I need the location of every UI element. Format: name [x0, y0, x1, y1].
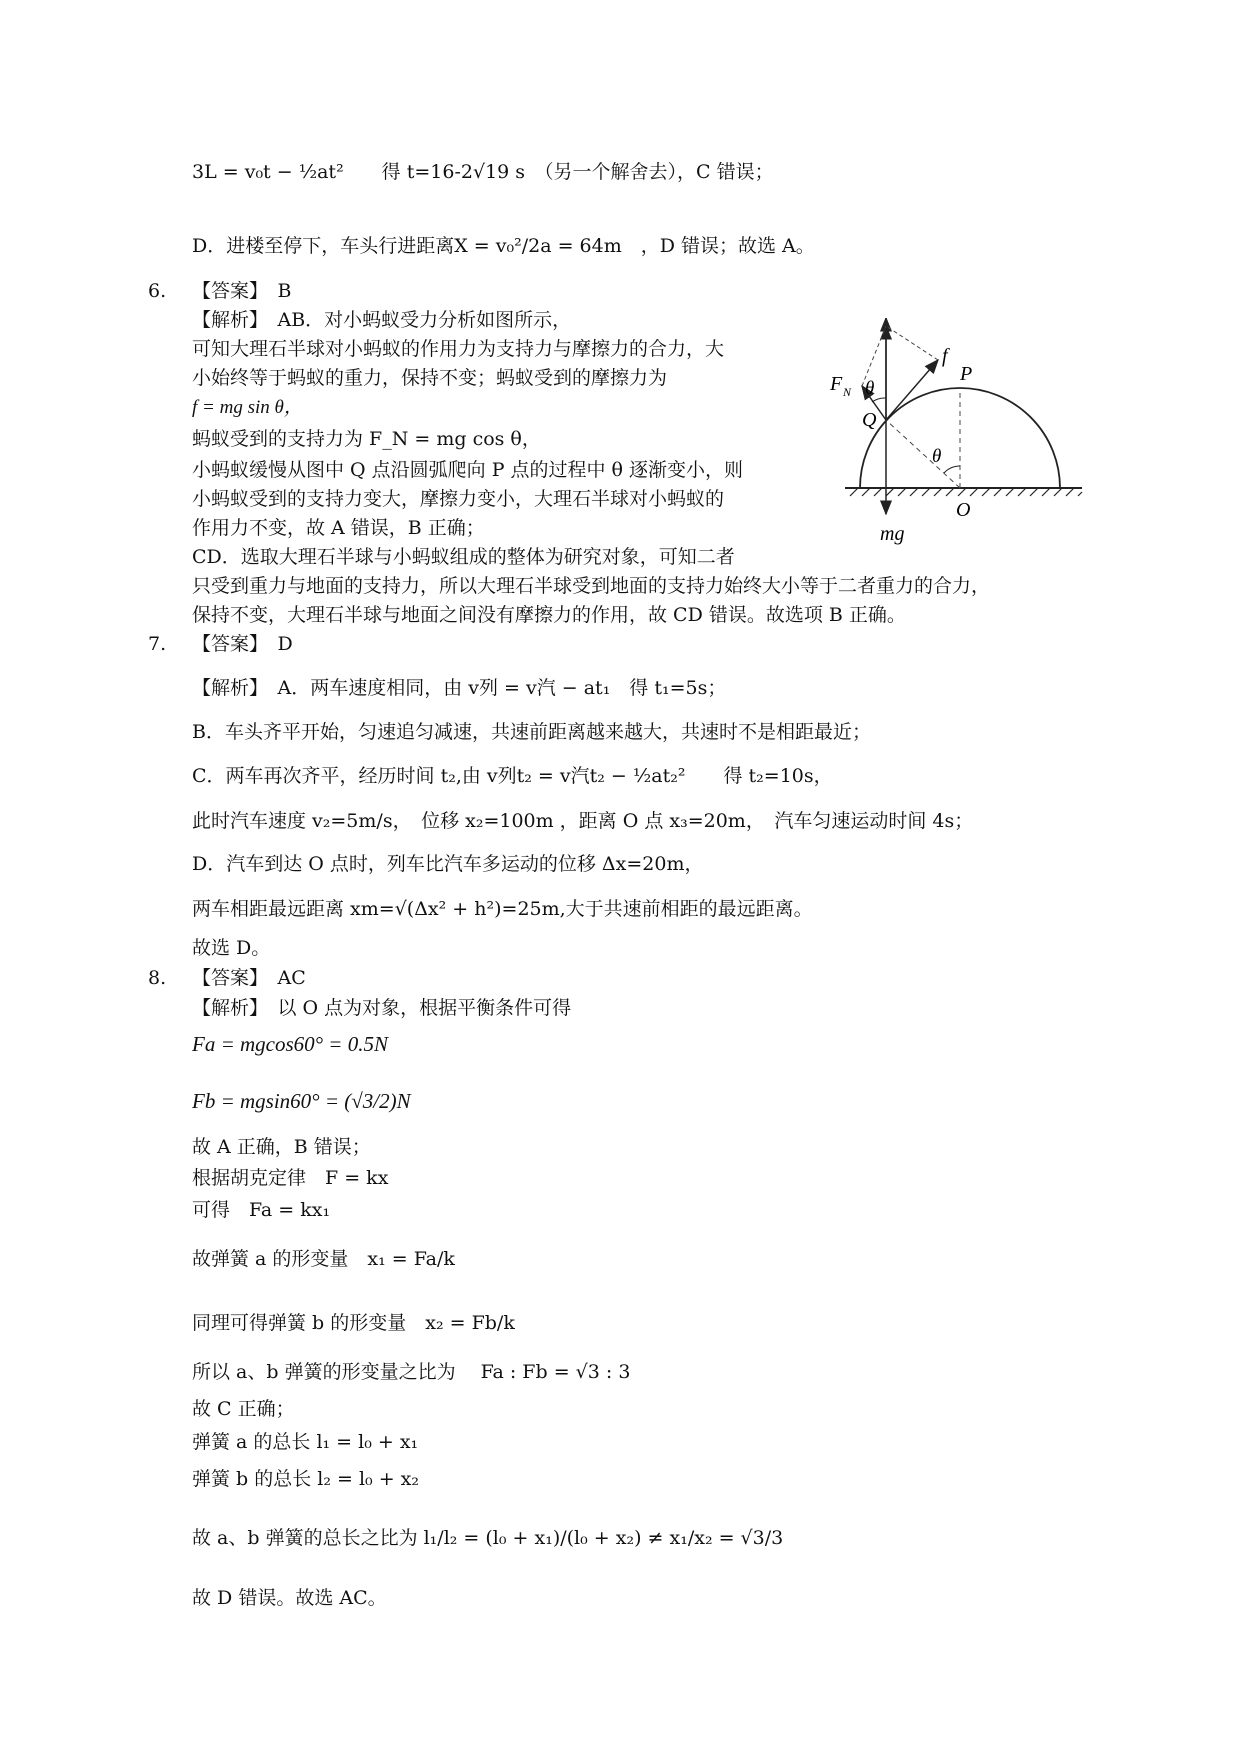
analysis-line: 故弹簧 a 的形变量 x₁ = Fa/k	[192, 1248, 455, 1270]
analysis-line: 同理可得弹簧 b 的形变量 x₂ = Fb/k	[192, 1312, 515, 1334]
parallelogram-dash	[862, 326, 886, 386]
label-P: P	[960, 363, 973, 385]
label-theta-center: θ	[932, 446, 942, 467]
angle-arc	[944, 466, 960, 473]
label-FN-sub: N	[843, 385, 852, 399]
analysis-line: 两车相距最远距离 xm=√(Δx² + h²)=25m,大于共速前相距的最远距离。	[192, 898, 813, 920]
analysis-line: CD．选取大理石半球与小蚂蚁组成的整体为研究对象，可知二者	[192, 546, 735, 568]
ground-hatching	[845, 488, 1082, 496]
formula-line: Fa = mgcos60° = 0.5N	[192, 1032, 388, 1056]
analysis-line: 可知大理石半球对小蚂蚁的作用力为支持力与摩擦力的合力，大	[192, 338, 725, 360]
analysis-line: 故 C 正确；	[192, 1398, 295, 1420]
label-mg: mg	[880, 523, 905, 545]
label-Q: Q	[862, 409, 877, 431]
formula-line: Fb = mgsin60° = (√3/2)N	[192, 1089, 411, 1113]
analysis-line: 所以 a、b 弹簧的形变量之比为 Fa : Fb = √3 : 3	[192, 1361, 631, 1383]
analysis-line: 此时汽车速度 v₂=5m/s， 位移 x₂=100m ，距离 O 点 x₃=20m， 汽车匀速运动时间 4s；	[192, 810, 974, 832]
analysis-line: 【解析】 以 O 点为对象，根据平衡条件可得	[192, 997, 572, 1019]
force-diagram	[820, 318, 1110, 558]
label-f: f	[942, 345, 948, 367]
answer-line: 【答案】 AC	[192, 967, 306, 989]
answer-line: 【答案】 D	[192, 633, 293, 655]
analysis-line: 蚂蚁受到的支持力为 F_N = mg cos θ，	[192, 428, 541, 450]
analysis-line: 只受到重力与地面的支持力，所以大理石半球受到地面的支持力始终大小等于二者重力的合力，	[192, 575, 991, 597]
analysis-line: 小蚂蚁缓慢从图中 Q 点沿圆弧爬向 P 点的过程中 θ 逐渐变小，则	[192, 459, 744, 481]
friction-arrow	[886, 360, 938, 420]
question-number: 7.	[148, 633, 167, 655]
label-FN: F	[830, 373, 843, 395]
label-theta-top: θ	[865, 378, 875, 399]
analysis-line: 故选 D。	[192, 937, 271, 959]
analysis-line: 故 A 正确，B 错误；	[192, 1136, 371, 1158]
equation-line: 3L = v₀t − ½at² 得 t=16-2√19 s （另一个解舍去），C 错误；	[192, 161, 774, 183]
radius-oq	[886, 420, 960, 488]
formula-line: f = mg sin θ，	[192, 397, 303, 418]
analysis-line: D．汽车到达 O 点时，列车比汽车多运动的位移 Δx=20m，	[192, 853, 704, 875]
analysis-line: 弹簧 a 的总长 l₁ = l₀ + x₁	[192, 1431, 419, 1453]
parallelogram-dash	[886, 326, 938, 360]
analysis-line: B．车头齐平开始，匀速追匀减速，共速前距离越来越大，共速时不是相距最近；	[192, 721, 871, 743]
question-number: 8.	[148, 967, 167, 989]
analysis-line: 【解析】 A．两车速度相同，由 v列 = v汽 − at₁ 得 t₁=5s；	[192, 677, 727, 699]
analysis-line: 小始终等于蚂蚁的重力，保持不变；蚂蚁受到的摩擦力为	[192, 367, 668, 389]
analysis-line: 弹簧 b 的总长 l₂ = l₀ + x₂	[192, 1468, 419, 1490]
label-O: O	[956, 499, 971, 521]
analysis-line: C．两车再次齐平，经历时间 t₂,由 v列t₂ = v汽t₂ − ½at₂² 得 t₂=10s，	[192, 765, 833, 787]
analysis-line: 小蚂蚁受到的支持力变大，摩擦力变小，大理石半球对小蚂蚁的	[192, 488, 725, 510]
analysis-line: 可得 Fa = kx₁	[192, 1199, 331, 1221]
analysis-line: 故 D 错误。故选 AC。	[192, 1587, 387, 1609]
analysis-line: 【解析】 AB．对小蚂蚁受力分析如图所示，	[192, 309, 572, 331]
analysis-line: 保持不变，大理石半球与地面之间没有摩擦力的作用，故 CD 错误。故选项 B 正确。	[192, 604, 906, 626]
text-line: D．进楼至停下，车头行进距离X = v₀²/2a = 64m ，D 错误；故选 A。	[192, 235, 815, 257]
question-number: 6.	[148, 280, 167, 302]
analysis-line: 根据胡克定律 F = kx	[192, 1167, 389, 1189]
analysis-line: 作用力不变，故 A 错误，B 正确；	[192, 517, 485, 539]
answer-line: 【答案】 B	[192, 280, 292, 302]
analysis-line: 故 a、b 弹簧的总长之比为 l₁/l₂ = (l₀ + x₁)/(l₀ + x₂) ≠ x₁/x₂ = √3/3	[192, 1527, 784, 1549]
